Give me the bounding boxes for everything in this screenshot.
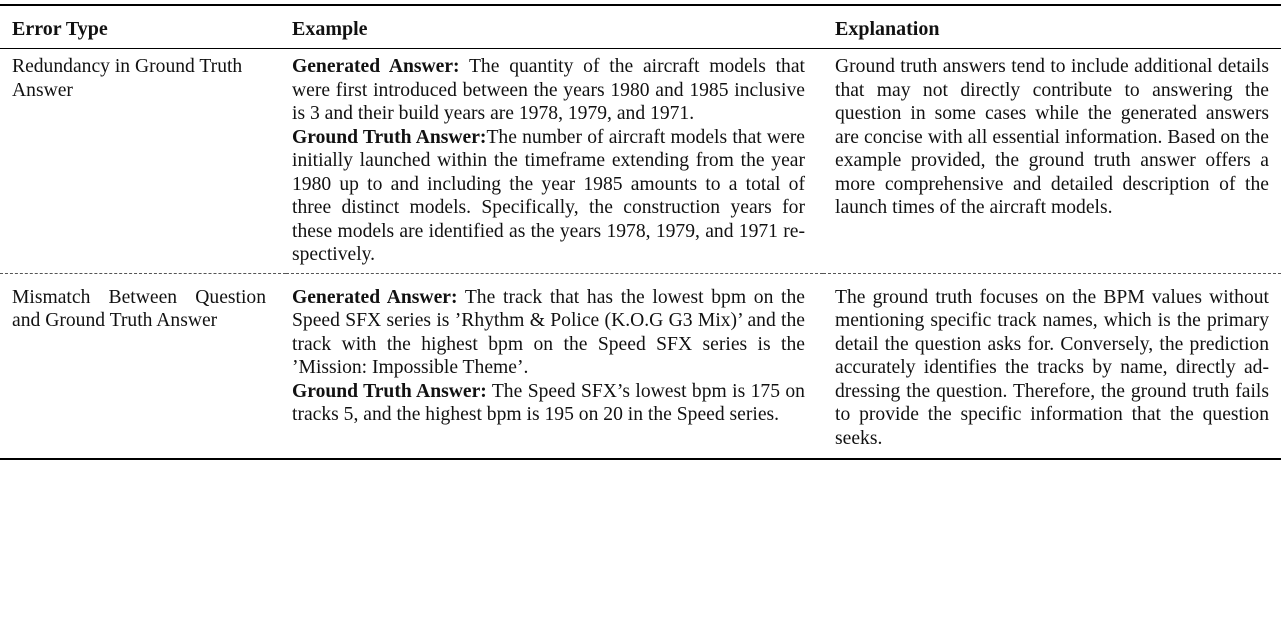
header-row: [0, 5, 1281, 49]
ground-truth-answer-text: The number of aircraft models that were initially launched within the timeframe extending from the year 1980 up to and including the year 1985 amounts to a total of three distinct models. Specifically, the construction years for these models are identified as the years 1978, 1979, and 1971 respectively.: [292, 126, 805, 265]
ground-truth-answer: [292, 380, 805, 427]
example-cell: [286, 49, 823, 274]
error-analysis-table-container: [0, 4, 1281, 460]
header-explanation: Explanation: [835, 18, 940, 40]
ground-truth-answer-label: Ground Truth Answer:: [292, 126, 487, 148]
table-row: [0, 49, 1281, 274]
example-cell: [286, 273, 823, 459]
generated-answer-text: The quantity of the aircraft models that were first introduced between the years 1980 and 1985 inclusive is 3 and their build years are 1978, 1979, and 1971.: [292, 56, 805, 124]
header-example: Example: [292, 18, 368, 40]
explanation-cell: Ground truth answers tend to include additional details that may not directly contribute to answering the question in some cases while the generated answers are concise with all essential information. Based on the example provided, the ground truth answer offers a more comprehensive and detailed description of the launch times of the aircraft models.: [835, 56, 1269, 218]
table-header: [0, 5, 1281, 49]
generated-answer-text: The track that has the lowest bpm on the Speed SFX series is ’Rhythm & Police (K.O.G G3 Mix)’ and the track with the highest bpm on the Speed SFX series is the ’Mission: Impossible Theme’.: [292, 286, 805, 378]
generated-answer-label: Generated Answer:: [292, 56, 460, 77]
ground-truth-answer-label: Ground Truth Answer:: [292, 380, 487, 402]
generated-answer-label: Generated Answer:: [292, 286, 458, 308]
table-body: [0, 49, 1281, 460]
error-type-cell: Mismatch Between Question and Ground Truth Answer: [12, 286, 266, 331]
header-error-type: Error Type: [12, 18, 108, 40]
ground-truth-answer: [292, 126, 805, 267]
error-analysis-table: [0, 4, 1281, 460]
explanation-cell: The ground truth focuses on the BPM values without mentioning specific track names, which is the primary detail the question asks for. Conversely, the prediction accurately identifies the tracks by name, directly addressing the question. Therefore, the ground truth fails to provide the specific information that the question seeks.: [835, 286, 1269, 449]
error-type-cell: Redundancy in Ground Truth Answer: [12, 56, 243, 101]
table-row: [0, 273, 1281, 459]
ground-truth-answer-text: The Speed SFX’s lowest bpm is 175 on tracks 5, and the highest bpm is 195 on 20 in the Speed series.: [292, 380, 805, 425]
